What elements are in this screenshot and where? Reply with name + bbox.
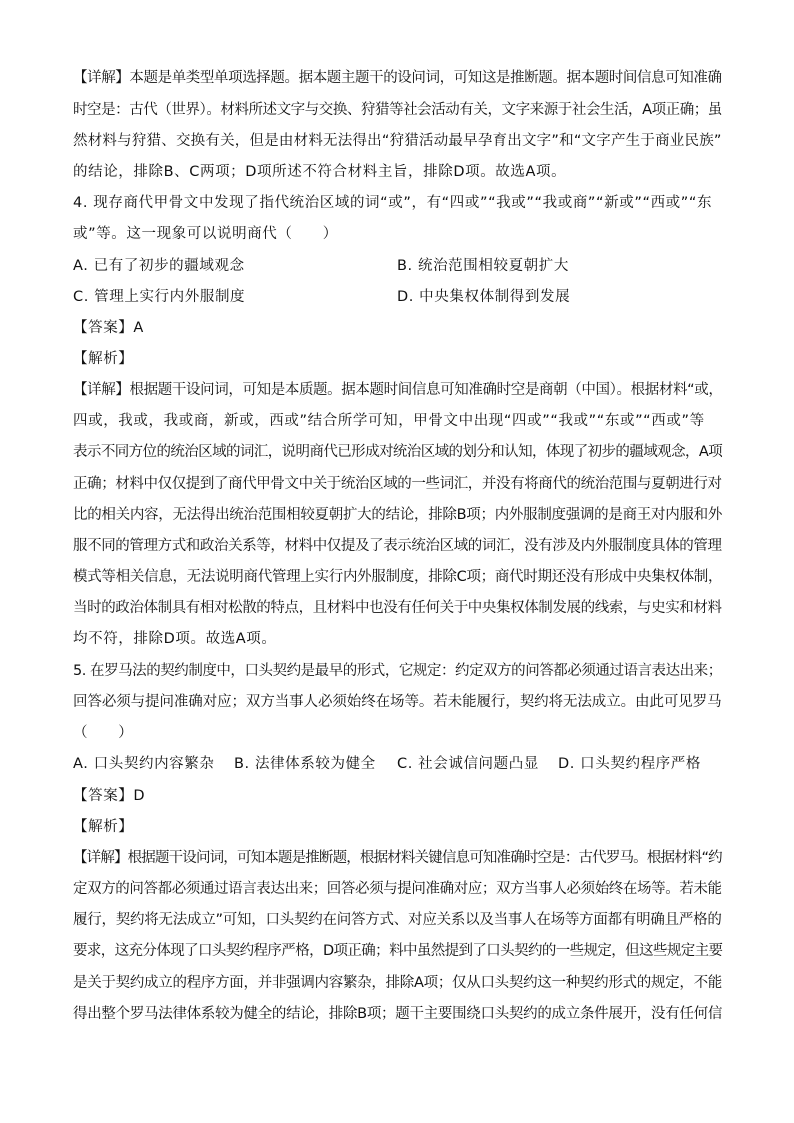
q3-detail-line-2: 时空是：古代（世界）。材料所述文字与交换、狩猎等社会活动有关，文字来源于社会生活，A项正确；虽 [73,102,722,118]
q4-detail-line-1: 【详解】根据题干设问词，可知是本质题。据本题时间信息可知准确时空是商朝（中国）。根据材料“或， [73,382,723,398]
q4-detail-line-8: 当时的政治体制具有相对松散的特点，且材料中也没有任何关于中央集权体制发展的线索，与史实和材料 [73,600,722,616]
q5-detail-line-6: 得出整个罗马法律体系较为健全的结论，排除B项；题干主要围绕口头契约的成立条件展开，没有任何信 [73,1006,723,1022]
q4-detail-line-6: 服不同的管理方式和政治关系等，材料中仅提及了表示统治区域的词汇，没有涉及内外服制度具体的管理 [73,538,722,554]
q4-detail-line-5: 比的相关内容，无法得出统治范围相较夏朝扩大的结论，排除B项；内外服制度强调的是商王对内服和外 [73,507,723,523]
q4-option-a: A. 已有了初步的疆域观念 [73,258,245,274]
q3-detail-line-1: 【详解】本题是单类型单项选择题。据本题主题干的设问词，可知这是推断题。据本题时间信息可知准确 [73,70,722,86]
q5-stem-line-3: （ ） [73,725,134,741]
q5-option-b: B. 法律体系较为健全 [234,756,376,772]
q4-detail-line-4: 正确；材料中仅仅提到了商代甲骨文中关于统治区域的一些词汇，并没有将商代的统治范围与夏朝进行对 [73,476,722,492]
q5-detail-line-2: 定双方的问答都必须通过语言表达出来；回答必须与提问准确对应；双方当事人必须始终在场等。若未能 [73,881,722,897]
q4-detail-line-7: 模式等相关信息，无法说明商代管理上实行内外服制度，排除C项；商代时期还没有形成中央集权体制， [73,569,723,585]
q4-option-d: D. 中央集权体制得到发展 [397,289,571,305]
q5-detail-line-1: 【详解】根据题干设问词，可知本题是推断题，根据材料关键信息可知准确时空是：古代罗马。根据材料“约 [73,850,722,866]
q5-stem-line-1: 5. 在罗马法的契约制度中，口头契约是最早的形式，它规定：约定双方的问答都必须通过语言表达出来； [73,663,722,679]
q4-detail-line-2: 四或，我或，我或商，新或，西或”结合所学可知，甲骨文中出现“四或”“我或”“东或”“西或”等 [73,413,705,429]
q4-option-c: C. 管理上实行内外服制度 [73,289,246,305]
q3-detail-line-3: 然材料与狩猎、交换有关，但是由材料无法得出“狩猎活动最早孕育出文字”和“文字产生于商业民族” [73,133,722,149]
q5-option-a: A. 口头契约内容繁杂 [73,756,215,772]
q4-option-b: B. 统治范围相较夏朝扩大 [397,258,569,274]
q5-detail-line-4: 要求，这充分体现了口头契约程序严格，D项正确；料中虽然提到了口头契约的一些规定，但这些规定主要 [73,943,723,959]
q5-detail-line-3: 履行，契约将无法成立”可知，口头契约在问答方式、对应关系以及当事人在场等方面都有明确且严格的 [73,912,722,928]
q4-detail-line-9: 均不符，排除D项。故选A项。 [73,631,277,647]
q5-analysis-label: 【解析】 [73,819,134,835]
q4-answer: 【答案】A [73,320,144,336]
q5-detail-line-5: 是关于契约成立的程序方面，并非强调内容繁杂，排除A项；仅从口头契约这一种契约形式的规定，不能 [73,975,723,991]
q3-detail-line-4: 的结论，排除B、C两项；D项所述不符合材料主旨，排除D项。故选A项。 [73,164,567,180]
q5-option-d: D. 口头契约程序严格 [558,756,701,772]
q4-stem-line-1: 4. 现存商代甲骨文中发现了指代统治区域的词“或”，有“四或”“我或”“我或商”“新或”“西或”“东 [73,195,713,211]
q5-stem-line-2: 回答必须与提问准确对应；双方当事人必须始终在场等。若未能履行，契约将无法成立。由此可见罗马 [73,694,722,710]
q4-analysis-label: 【解析】 [73,351,134,367]
q4-detail-line-3: 表示不同方位的统治区域的词汇，说明商代已形成对统治区域的划分和认知，体现了初步的疆域观念，A项 [73,444,723,460]
q4-stem-line-2: 或”等。这一现象可以说明商代（ ） [73,226,338,242]
q5-option-c: C. 社会诚信问题凸显 [397,756,539,772]
q5-answer: 【答案】D [73,788,146,804]
